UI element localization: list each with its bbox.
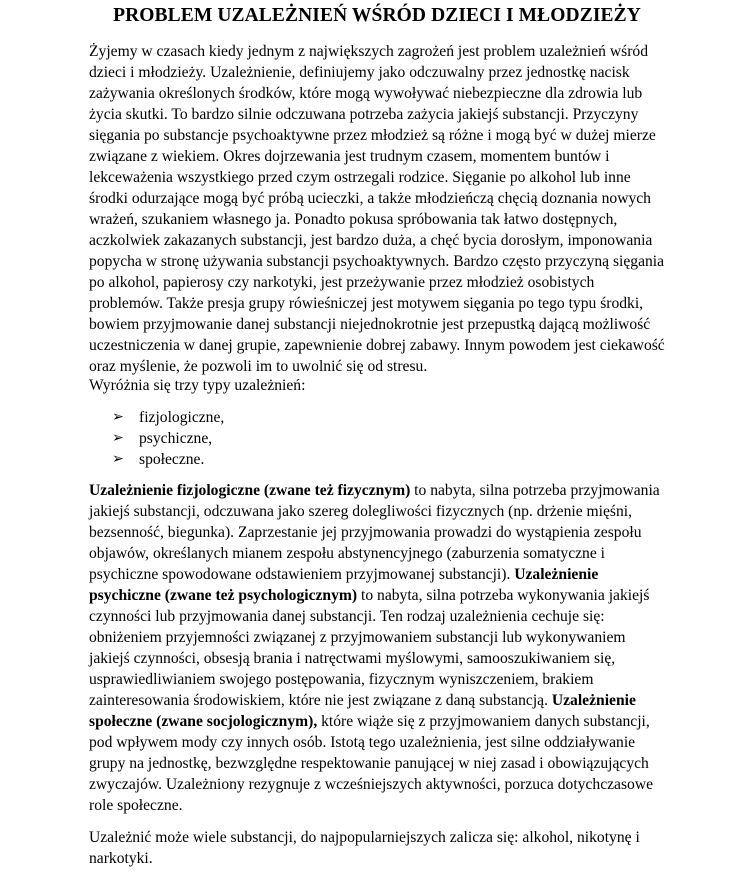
arrow-bullet-icon: ➢	[112, 409, 124, 425]
arrow-bullet-icon: ➢	[112, 451, 124, 467]
list-item	[89, 428, 224, 449]
physical-addiction-heading: Uzależnienie fizjologiczne (zwane też fizycznym)	[89, 482, 411, 499]
physical-addiction-text: to nabyta, silna potrzeba przyjmowania jakiejś substancji, odczuwana jako szereg dolegliwości fizycznych (np. drżenie mięśni, bezsenność, biegunka). Zaprzestanie jej przyjmowania prowadzi do wystąpienia zespołu objawów, określanych mianem zespołu abstynencyjnego (zaburzenia somatyczne i psychiczne spowodowane odstawieniem przyjmowanej substancji).	[89, 482, 660, 583]
list-item	[89, 449, 224, 470]
psychological-addiction-heading: Uzależnienie psychiczne (zwane też psychologicznym)	[89, 566, 599, 604]
document-title: PROBLEM UZALEŻNIEŃ WŚRÓD DZIECI I MŁODZIEŻY	[113, 5, 641, 26]
types-description-paragraph	[89, 480, 669, 816]
list-item-label: społeczne.	[139, 451, 205, 468]
psychological-addiction-text: to nabyta, silna potrzeba wykonywania jakiejś czynności lub przyjmowania danej substancji. Ten rodzaj uzależnienia cechuje się: obniżeniem przyjemności związanej z przyjmowaniem substancji lub wykonywaniem jakiejś czynności, obsesją brania i natręctwami myślowymi, samooszukiwaniem się, usprawiedliwianiem swojego postępowania, fizycznym wyniszczeniem, brakiem zainteresowania środowiskiem, które nie jest związane z daną substancją.	[89, 587, 650, 709]
list-item-label: fizjologiczne,	[139, 409, 225, 426]
list-item	[89, 407, 224, 428]
list-item-label: psychiczne,	[139, 430, 213, 447]
intro-paragraph: Żyjemy w czasach kiedy jednym z największych zagrożeń jest problem uzależnień wśród dzieci i młodzieży. Uzależnienie, definiujemy jako odczuwalny przez jednostkę nacisk zażywania określonych środków, które mogą wywoływać niebezpieczne dla zdrowia lub życia skutki. To bardzo silnie odczuwana potrzeba zażycia jakiejś substancji. Przyczyny sięgania po substancje psychoaktywne przez młodzież są różne i mogą być w dużej mierze związane z wiekiem. Okres dojrzewania jest trudnym czasem, momentem buntów i lekceważenia wszystkiego przed czym ostrzegali rodzice. Sięganie po alkohol lub inne środki odurzające mogą być próbą ucieczki, a także młodzieńczą chęcią doznania nowych wrażeń, szukaniem własnego ja. Ponadto pokusa spróbowania tak łatwo dostępnych, aczkolwiek zakazanych substancji, jest bardzo duża, a chęć bycia dorosłym, imponowania popycha w stronę używania substancji psychoaktywnych. Bardzo często przyczyną sięgania po alkohol, papierosy czy narkotyki, jest przeżywanie przez młodzież osobistych problemów. Także presja grupy rówieśniczej jest motywem sięgania po tego typu środki, bowiem przyjmowanie danej substancji niejednokrotnie jest przepustką dającą możliwość uczestniczenia w danej grupie, zapewnienie dobrej zabawy. Innym powodem jest ciekawość oraz myślenie, że pozwoli im to uwolnić się od stresu.	[89, 43, 665, 375]
social-addiction-heading: Uzależnienie społeczne (zwane socjologicznym),	[89, 692, 636, 730]
social-addiction-text: które wiąże się z przyjmowaniem danych substancji, pod wpływem mody czy innych osób. Istotą tego uzależnienia, jest silne oddziaływanie grupy na jednostkę, bezwzględne respektowanie panującej w niej zasad i obowiązujących zwyczajów. Uzależniony rezygnuje z wcześniejszych aktywności, porzuca dotychczasowe role społeczne.	[89, 713, 654, 814]
closing-paragraph: Uzależnić może wiele substancji, do najpopularniejszych zalicza się: alkohol, nikotynę i narkotyki.	[89, 829, 640, 867]
types-intro: Wyróżnia się trzy typy uzależnień:	[89, 377, 306, 394]
addiction-types-list	[89, 407, 224, 470]
arrow-bullet-icon: ➢	[112, 430, 124, 446]
